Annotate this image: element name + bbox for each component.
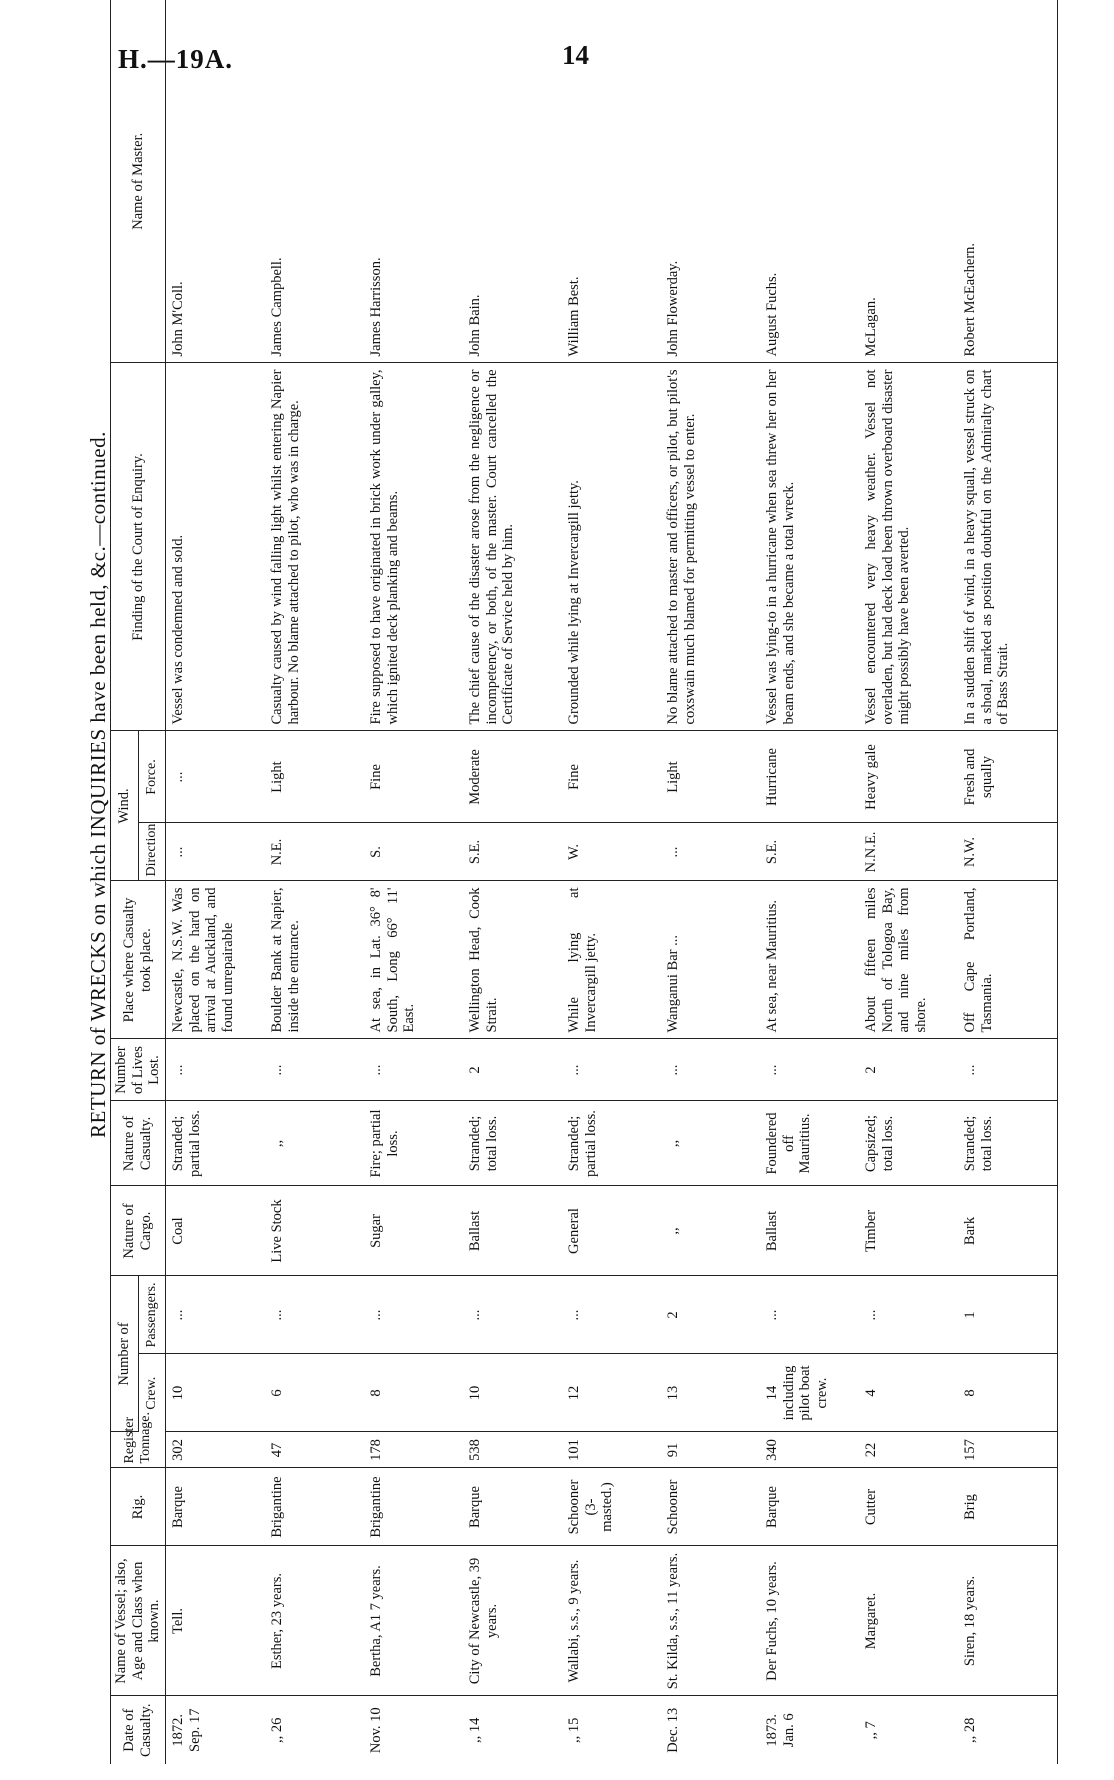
cell-tonnage: 47 bbox=[265, 1432, 364, 1468]
cell-day: ,, 15 bbox=[566, 1717, 583, 1743]
cell-place: While lying at Invercargill jetty. bbox=[562, 881, 661, 1039]
header-tonnage: Register Tonnage. bbox=[111, 1432, 166, 1468]
cell-day: ,, 26 bbox=[269, 1717, 286, 1743]
cell-rig: Brigantine bbox=[364, 1468, 463, 1546]
header-lives-lost: Number of Lives Lost. bbox=[111, 1039, 166, 1101]
cell-crew: 14 including pilot boat crew. bbox=[760, 1354, 859, 1432]
cell-wind-force: Hurricane bbox=[760, 731, 859, 823]
cell-rig: Brig bbox=[958, 1468, 1058, 1546]
cell-finding: No blame attached to master and officers, or pilot, but pilot's coxswain much blamed for permitting vessel to enter. bbox=[661, 363, 760, 731]
cell-rig: Brigantine bbox=[265, 1468, 364, 1546]
page-title: RETURN of WRECKS on which INQUIRIES have been held, &c.—continued. bbox=[86, 431, 110, 1138]
page-number: 14 bbox=[562, 40, 589, 70]
cell-crew: 13 bbox=[661, 1354, 760, 1432]
cell-place: Boulder Bank at Napier, inside the entrance. bbox=[265, 881, 364, 1039]
cell-date bbox=[166, 1696, 266, 1764]
cell-wind-force: Heavy gale bbox=[859, 731, 958, 823]
cell-master: August Fuchs. bbox=[760, 0, 859, 363]
cell-casualty: Stranded; partial loss. bbox=[562, 1101, 661, 1186]
header-wind-direction: Direction bbox=[138, 823, 165, 881]
cell-tonnage: 538 bbox=[463, 1432, 562, 1468]
cell-wind-direction: ... bbox=[166, 823, 266, 881]
cell-cargo: ,, bbox=[661, 1186, 760, 1276]
cell-date bbox=[562, 1696, 661, 1764]
cell-cargo: Live Stock bbox=[265, 1186, 364, 1276]
header-number-of: Number of bbox=[111, 1276, 139, 1432]
cell-lives-lost: ... bbox=[958, 1039, 1058, 1101]
cell-lives-lost: ... bbox=[661, 1039, 760, 1101]
cell-casualty: ,, bbox=[661, 1101, 760, 1186]
cell-lives-lost: ... bbox=[364, 1039, 463, 1101]
cell-passengers: 1 bbox=[958, 1276, 1058, 1354]
cell-rig: Schooner (3-masted.) bbox=[562, 1468, 661, 1546]
header-wind-force: Force. bbox=[138, 731, 165, 823]
table-row bbox=[364, 0, 463, 1764]
table-row bbox=[265, 0, 364, 1764]
cell-place: Off Cape Portland, Tasmania. bbox=[958, 881, 1058, 1039]
cell-date bbox=[760, 1696, 859, 1764]
cell-wind-direction: N.W. bbox=[958, 823, 1058, 881]
cell-finding: The chief cause of the disaster arose from the negligence or incompetency, or both, of the master. Court cancelled the Certificate of Service held by him. bbox=[463, 363, 562, 731]
cell-vessel-name: St. Kilda, s.s., 11 years. bbox=[661, 1546, 760, 1696]
cell-tonnage: 157 bbox=[958, 1432, 1058, 1468]
cell-date bbox=[463, 1696, 562, 1764]
cell-wind-force: Moderate bbox=[463, 731, 562, 823]
cell-rig: Cutter bbox=[859, 1468, 958, 1546]
cell-crew: 10 bbox=[463, 1354, 562, 1432]
cell-wind-direction: N.N.E. bbox=[859, 823, 958, 881]
cell-cargo: General bbox=[562, 1186, 661, 1276]
cell-lives-lost: ... bbox=[562, 1039, 661, 1101]
cell-master: Robert McEachern. bbox=[958, 0, 1058, 363]
cell-day: ,, 7 bbox=[863, 1721, 880, 1740]
cell-vessel-name: Margaret. bbox=[859, 1546, 958, 1696]
cell-cargo: Bark bbox=[958, 1186, 1058, 1276]
cell-wind-direction: W. bbox=[562, 823, 661, 881]
cell-rig: Barque bbox=[166, 1468, 266, 1546]
cell-year: 1872. bbox=[170, 1713, 187, 1747]
cell-cargo: Sugar bbox=[364, 1186, 463, 1276]
table-row bbox=[661, 0, 760, 1764]
cell-master: John M'Coll. bbox=[166, 0, 266, 363]
cell-date bbox=[661, 1696, 760, 1764]
header-master: Name of Master. bbox=[111, 0, 166, 363]
cell-passengers: ... bbox=[265, 1276, 364, 1354]
cell-casualty: Fire; partial loss. bbox=[364, 1101, 463, 1186]
cell-wind-force: Light bbox=[661, 731, 760, 823]
cell-master: John Bain. bbox=[463, 0, 562, 363]
cell-lives-lost: ... bbox=[265, 1039, 364, 1101]
cell-wind-direction: N.E. bbox=[265, 823, 364, 881]
cell-year: 1873. bbox=[764, 1713, 781, 1747]
cell-finding: Vessel was lying-to in a hurricane when sea threw her on her beam ends, and she became a total wreck. bbox=[760, 363, 859, 731]
cell-finding: Grounded while lying at Invercargill jetty. bbox=[562, 363, 661, 731]
cell-lives-lost: 2 bbox=[463, 1039, 562, 1101]
cell-date bbox=[859, 1696, 958, 1764]
table-row bbox=[166, 0, 266, 1764]
cell-finding: Vessel was condemned and sold. bbox=[166, 363, 266, 731]
cell-day: Dec. 13 bbox=[665, 1707, 682, 1753]
cell-vessel-name: Siren, 18 years. bbox=[958, 1546, 1058, 1696]
cell-master: James Campbell. bbox=[265, 0, 364, 363]
cell-rig: Barque bbox=[760, 1468, 859, 1546]
header-cargo: Nature of Cargo. bbox=[111, 1186, 166, 1276]
cell-crew: 8 bbox=[958, 1354, 1058, 1432]
cell-tonnage: 340 bbox=[760, 1432, 859, 1468]
cell-lives-lost: 2 bbox=[859, 1039, 958, 1101]
table-row bbox=[760, 0, 859, 1764]
cell-vessel-name: Wallabi, s.s., 9 years. bbox=[562, 1546, 661, 1696]
cell-date bbox=[265, 1696, 364, 1764]
header-rig: Rig. bbox=[111, 1468, 166, 1546]
cell-cargo: Coal bbox=[166, 1186, 266, 1276]
cell-passengers: ... bbox=[760, 1276, 859, 1354]
cell-cargo: Ballast bbox=[760, 1186, 859, 1276]
cell-finding: Casualty caused by wind falling light whilst entering Napier harbour. No blame attached to pilot, who was in charge. bbox=[265, 363, 364, 731]
cell-tonnage: 22 bbox=[859, 1432, 958, 1468]
cell-vessel-name: City of Newcastle, 39 years. bbox=[463, 1546, 562, 1696]
cell-crew: 12 bbox=[562, 1354, 661, 1432]
cell-passengers: ... bbox=[463, 1276, 562, 1354]
cell-crew: 4 bbox=[859, 1354, 958, 1432]
table-row bbox=[958, 0, 1058, 1764]
cell-casualty: ,, bbox=[265, 1101, 364, 1186]
cell-date bbox=[364, 1696, 463, 1764]
cell-master: John Flowerday. bbox=[661, 0, 760, 363]
cell-cargo: Ballast bbox=[463, 1186, 562, 1276]
cell-cargo: Timber bbox=[859, 1186, 958, 1276]
cell-wind-force: Fine bbox=[364, 731, 463, 823]
cell-master: James Harrisson. bbox=[364, 0, 463, 363]
table-row bbox=[859, 0, 958, 1764]
header-finding: Finding of the Court of Enquiry. bbox=[111, 363, 166, 731]
cell-place: At sea, in Lat. 36° 8' South, Long 66° 11' East. bbox=[364, 881, 463, 1039]
cell-master: William Best. bbox=[562, 0, 661, 363]
cell-lives-lost: ... bbox=[166, 1039, 266, 1101]
cell-day: ,, 28 bbox=[962, 1717, 979, 1743]
cell-tonnage: 91 bbox=[661, 1432, 760, 1468]
cell-wind-force: ... bbox=[166, 731, 266, 823]
cell-tonnage: 101 bbox=[562, 1432, 661, 1468]
cell-rig: Barque bbox=[463, 1468, 562, 1546]
cell-casualty: Stranded; total loss. bbox=[463, 1101, 562, 1186]
header-date: Date of Casualty. bbox=[111, 1696, 166, 1764]
header-place: Place where Casualty took place. bbox=[111, 881, 166, 1039]
cell-day: Sep. 17 bbox=[186, 1708, 203, 1752]
header-casualty: Nature of Casualty. bbox=[111, 1101, 166, 1186]
cell-place: Wanganui Bar ... bbox=[661, 881, 760, 1039]
cell-day: Jan. 6 bbox=[780, 1713, 797, 1748]
cell-crew: 6 bbox=[265, 1354, 364, 1432]
cell-place: Newcastle, N.S.W. Was placed on the hard on arrival at Auckland, and found unrepairable bbox=[166, 881, 266, 1039]
cell-finding: In a sudden shift of wind, in a heavy squall, vessel struck on a shoal, marked as position doubtful on the Admiralty chart of Bass Strait. bbox=[958, 363, 1058, 731]
cell-casualty: Capsized; total loss. bbox=[859, 1101, 958, 1186]
cell-casualty: Foundered off Mauritius. bbox=[760, 1101, 859, 1186]
cell-tonnage: 178 bbox=[364, 1432, 463, 1468]
cell-vessel-name: Tell. bbox=[166, 1546, 266, 1696]
cell-wind-direction: S.E. bbox=[463, 823, 562, 881]
cell-place: At sea, near Mauritius. bbox=[760, 881, 859, 1039]
cell-vessel-name: Esther, 23 years. bbox=[265, 1546, 364, 1696]
cell-day: ,, 14 bbox=[467, 1717, 484, 1743]
cell-casualty: Stranded; total loss. bbox=[958, 1101, 1058, 1186]
cell-wind-direction: S. bbox=[364, 823, 463, 881]
cell-rig: Schooner bbox=[661, 1468, 760, 1546]
cell-master: McLagan. bbox=[859, 0, 958, 363]
cell-vessel-name: Der Fuchs, 10 years. bbox=[760, 1546, 859, 1696]
cell-lives-lost: ... bbox=[760, 1039, 859, 1101]
cell-wind-direction: ... bbox=[661, 823, 760, 881]
header-passengers: Passengers. bbox=[138, 1276, 165, 1354]
cell-finding: Vessel encountered very heavy weather. Vessel not overladen, but had deck load been thrown overboard disaster might possibly have been averted. bbox=[859, 363, 958, 731]
cell-wind-force: Fine bbox=[562, 731, 661, 823]
cell-casualty: Stranded; partial loss. bbox=[166, 1101, 266, 1186]
cell-tonnage: 302 bbox=[166, 1432, 266, 1468]
cell-passengers: ... bbox=[166, 1276, 266, 1354]
cell-date bbox=[958, 1696, 1058, 1764]
header-wind: Wind. bbox=[111, 731, 139, 881]
cell-day: Nov. 10 bbox=[368, 1707, 385, 1754]
cell-wind-direction: S.E. bbox=[760, 823, 859, 881]
cell-passengers: ... bbox=[562, 1276, 661, 1354]
cell-wind-force: Light bbox=[265, 731, 364, 823]
cell-passengers: ... bbox=[364, 1276, 463, 1354]
cell-finding: Fire supposed to have originated in brick work under galley, which ignited deck planking and beams. bbox=[364, 363, 463, 731]
cell-vessel-name: Bertha, A1 7 years. bbox=[364, 1546, 463, 1696]
cell-crew: 10 bbox=[166, 1354, 266, 1432]
cell-passengers: 2 bbox=[661, 1276, 760, 1354]
wrecks-table-container bbox=[110, 100, 1046, 1764]
header-crew: Crew. bbox=[138, 1354, 165, 1432]
document-series: H.—19A. bbox=[118, 44, 233, 74]
cell-place: About fifteen miles North of Tologoa Bay, and nine miles from shore. bbox=[859, 881, 958, 1039]
cell-place: Wellington Head, Cook Strait. bbox=[463, 881, 562, 1039]
table-row bbox=[463, 0, 562, 1764]
cell-crew: 8 bbox=[364, 1354, 463, 1432]
cell-wind-force: Fresh and squally bbox=[958, 731, 1058, 823]
table-row bbox=[562, 0, 661, 1764]
wrecks-table bbox=[110, 0, 1058, 1764]
header-vessel-name: Name of Vessel; also, Age and Class when known. bbox=[111, 1546, 166, 1696]
cell-passengers: ... bbox=[859, 1276, 958, 1354]
